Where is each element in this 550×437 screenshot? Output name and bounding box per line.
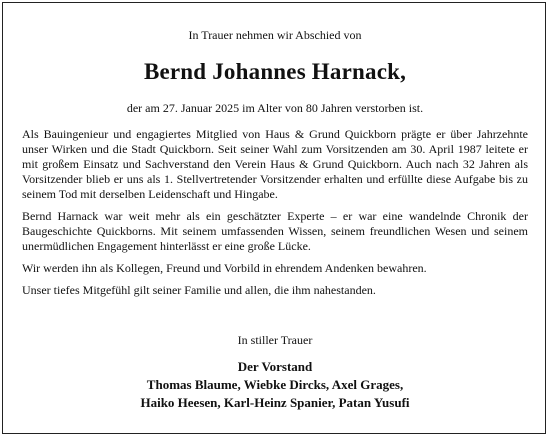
closing-line: In stiller Trauer <box>237 333 313 347</box>
paragraph-condolence: Unser tiefes Mitgefühl gilt seiner Familie und allen, die ihm nahestanden. <box>22 283 376 297</box>
signer-names-line-1: Thomas Blaume, Wiebke Dircks, Axel Grages, <box>146 377 404 392</box>
notice-body <box>22 127 528 305</box>
intro-line: In Trauer nehmen wir Abschied von <box>188 28 362 42</box>
deceased-name: Bernd Johannes Harnack, <box>143 59 407 84</box>
paragraph-career: Als Bauingenieur und engagiertes Mitglied von Haus & Grund Quickborn prägte er über Jahrzehnte unser Wirken und die Stadt Quickborn. Seit seiner Wahl zum Vorsitzenden am 30. April 1987 leitete er mit großem Einsatz und Sachverstand den Verein Haus & Grund Quickborn. Auch nach 32 Jahren als Vorsitzender blieb er uns als 1. Stellvertretender Vorsitzender erhalten und erfüllte diese Aufgabe bis zu seinem Tod mit derselben Leidenschaft und Hingabe. <box>22 127 528 201</box>
signer-board: Der Vorstand <box>237 359 313 374</box>
paragraph-remembrance: Wir werden ihn als Kollegen, Freund und Vorbild in ehrendem Andenken bewahren. <box>22 261 427 275</box>
signer-names-line-2: Haiko Heesen, Karl-Heinz Spanier, Patan Yusufi <box>140 395 410 410</box>
death-date-line: der am 27. Januar 2025 im Alter von 80 Jahren verstorben ist. <box>126 101 424 115</box>
signers-block <box>0 358 550 412</box>
paragraph-tribute: Bernd Harnack war weit mehr als ein geschätzter Experte – er war eine wandelnde Chronik der Baugeschichte Quickborns. Mit seinem umfassenden Wissen, seinem freundlichen Wesen und seinem unermüdlichen Engagement hinterlässt er eine große Lücke. <box>22 209 528 253</box>
